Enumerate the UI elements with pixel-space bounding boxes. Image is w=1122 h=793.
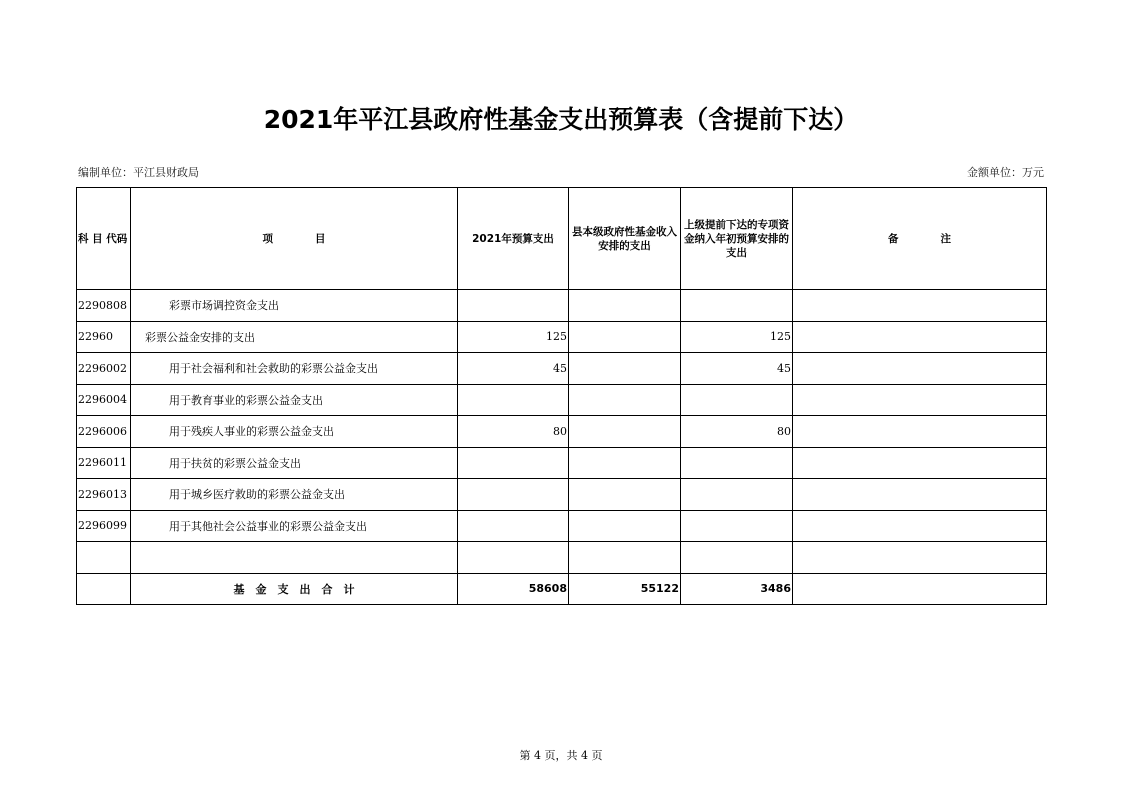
row-code: 2296099 <box>77 510 131 542</box>
page-title: 2021年平江县政府性基金支出预算表（含提前下达） <box>263 105 859 134</box>
table-row <box>77 321 1047 353</box>
row-upper <box>681 384 793 416</box>
row-item: 用于残疾人事业的彩票公益金支出 <box>131 416 458 448</box>
row-code: 2296013 <box>77 479 131 511</box>
row-county <box>569 447 681 479</box>
row-budget: 80 <box>458 416 569 448</box>
row-code: 2296004 <box>77 384 131 416</box>
row-code: 2296006 <box>77 416 131 448</box>
header-county: 县本级政府性基金收入安排的支出 <box>569 188 681 290</box>
table-row <box>77 353 1047 385</box>
table-row <box>77 542 1047 574</box>
table-row <box>77 447 1047 479</box>
row-county <box>569 416 681 448</box>
total-county: 55122 <box>569 573 681 605</box>
row-code: 2296011 <box>77 447 131 479</box>
table-row <box>77 510 1047 542</box>
row-note <box>793 290 1047 322</box>
total-label: 基 金 支 出 合 计 <box>131 573 458 605</box>
row-upper: 80 <box>681 416 793 448</box>
row-note <box>793 479 1047 511</box>
row-code <box>77 542 131 574</box>
row-item: 用于城乡医疗救助的彩票公益金支出 <box>131 479 458 511</box>
row-upper <box>681 510 793 542</box>
row-note <box>793 542 1047 574</box>
row-upper <box>681 447 793 479</box>
row-budget <box>458 447 569 479</box>
header-code: 科 目 代码 <box>77 188 131 290</box>
page-number: 第 4 页，共 4 页 <box>519 749 603 762</box>
table-header-row <box>77 188 1047 290</box>
row-county <box>569 542 681 574</box>
row-item: 彩票公益金安排的支出 <box>131 321 458 353</box>
row-upper <box>681 290 793 322</box>
row-upper: 125 <box>681 321 793 353</box>
row-item: 用于社会福利和社会救助的彩票公益金支出 <box>131 353 458 385</box>
row-note <box>793 447 1047 479</box>
row-county <box>569 353 681 385</box>
row-item: 用于其他社会公益事业的彩票公益金支出 <box>131 510 458 542</box>
row-item: 用于扶贫的彩票公益金支出 <box>131 447 458 479</box>
row-code: 22960 <box>77 321 131 353</box>
table-row <box>77 479 1047 511</box>
row-note <box>793 416 1047 448</box>
total-upper: 3486 <box>681 573 793 605</box>
row-budget <box>458 510 569 542</box>
row-upper: 45 <box>681 353 793 385</box>
row-budget <box>458 290 569 322</box>
header-item: 项 目 <box>131 188 458 290</box>
row-county <box>569 290 681 322</box>
total-code <box>77 573 131 605</box>
row-county <box>569 384 681 416</box>
header-upper: 上级提前下达的专项资金纳入年初预算安排的支出 <box>681 188 793 290</box>
total-budget: 58608 <box>458 573 569 605</box>
amount-unit: 金额单位：万元 <box>967 166 1044 179</box>
row-note <box>793 353 1047 385</box>
row-budget: 45 <box>458 353 569 385</box>
row-budget <box>458 479 569 511</box>
budget-table <box>76 187 1047 605</box>
row-county <box>569 479 681 511</box>
table-row <box>77 416 1047 448</box>
row-note <box>793 321 1047 353</box>
row-code: 2296002 <box>77 353 131 385</box>
row-budget: 125 <box>458 321 569 353</box>
row-upper <box>681 542 793 574</box>
row-budget <box>458 384 569 416</box>
header-budget: 2021年预算支出 <box>458 188 569 290</box>
row-county <box>569 510 681 542</box>
table-row <box>77 384 1047 416</box>
row-item: 彩票市场调控资金支出 <box>131 290 458 322</box>
total-row <box>77 573 1047 605</box>
compiling-unit: 编制单位：平江县财政局 <box>78 166 199 179</box>
row-budget <box>458 542 569 574</box>
row-county <box>569 321 681 353</box>
row-note <box>793 510 1047 542</box>
row-item <box>131 542 458 574</box>
row-item: 用于教育事业的彩票公益金支出 <box>131 384 458 416</box>
header-note: 备 注 <box>793 188 1047 290</box>
row-note <box>793 384 1047 416</box>
total-note <box>793 573 1047 605</box>
row-code: 2290808 <box>77 290 131 322</box>
row-upper <box>681 479 793 511</box>
table-row <box>77 290 1047 322</box>
